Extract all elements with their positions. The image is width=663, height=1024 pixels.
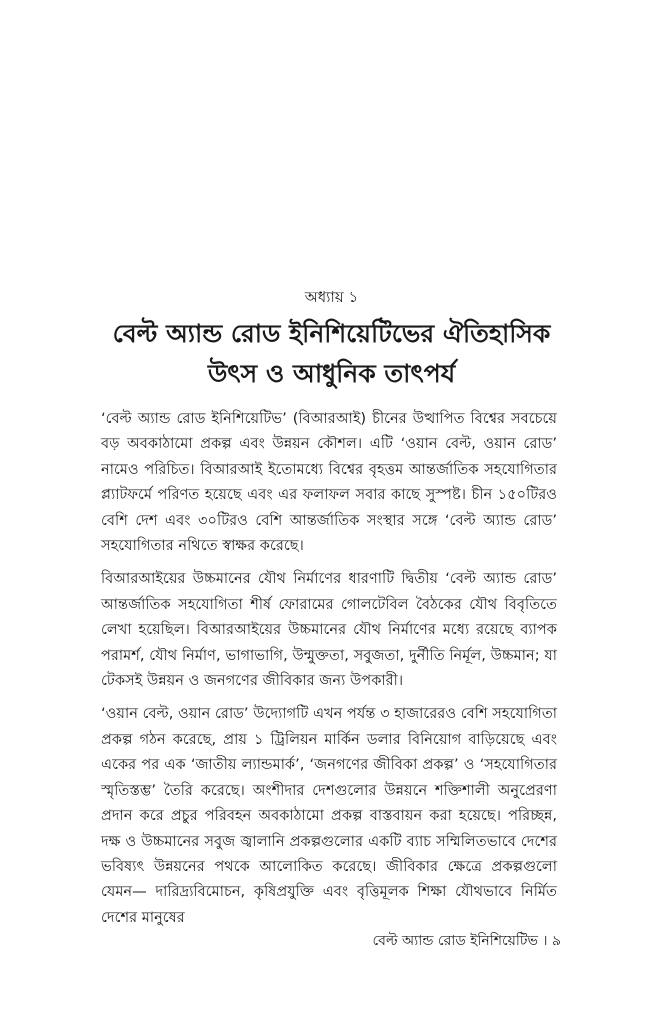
paragraph-2: বিআরআইয়ের উচ্চমানের যৌথ নির্মাণের ধারণাটি দ্বিতীয় ‘বেল্ট অ্যান্ড রোড’ আন্তর্জাতিক সহযোগিতা শীর্ষ ফোরামের গোলটেবিল বৈঠকের যৌথ বিবৃতিতে লেখা হয়েছিল। বিআরআইয়ের উচ্চমানের যৌথ নির্মাণের মধ্যে রয়েছে ব্যাপক পরামর্শ, যৌথ নির্মাণ, ভাগাভাগি, উন্মুক্ততা, সবুজতা, দুর্নীতি নির্মূল, উচ্চমান; যা টেকসই উন্নয়ন ও জনগণের জীবিকার জন্য উপকারী। bbox=[101, 570, 557, 690]
running-title: বেল্ট অ্যান্ড রোড ইনিশিয়েটিভ bbox=[372, 933, 538, 949]
paragraph-1: ‘বেল্ট অ্যান্ড রোড ইনিশিয়েটিভ’ (বিআরআই) চীনের উত্থাপিত বিশ্বের সবচেয়ে বড় অবকাঠামো প্রকল্প এবং উন্নয়ন কৌশল। এটি ‘ওয়ান বেল্ট, ওয়ান রোড’ নামেও পরিচিত। বিআরআই ইতোমধ্যে বিশ্বের বৃহত্তম আন্তর্জাতিক সহযোগিতার প্ল্যাটফর্মে পরিণত হয়েছে এবং এর ফলাফল সবার কাছে সুস্পষ্ট। চীন ১৫০টিরও বেশি দেশ এবং ৩০টিরও বেশি আন্তর্জাতিক সংস্থার সঙ্গে ‘বেল্ট অ্যান্ড রোড’ সহযোগিতার নথিতে স্বাক্ষর করেছে। bbox=[101, 410, 557, 555]
chapter-title bbox=[60, 314, 603, 394]
chapter-title-line-2: উৎস ও আধুনিক তাৎপর্য bbox=[207, 359, 456, 388]
chapter-label: অধ্যায় ১ bbox=[304, 288, 359, 306]
page-footer bbox=[373, 932, 562, 950]
footer-separator: । bbox=[542, 933, 548, 949]
page-number: ৯ bbox=[551, 933, 561, 949]
body-text bbox=[101, 406, 557, 938]
chapter-title-line-1: বেল্ট অ্যান্ড রোড ইনিশিয়েটিভের ঐতিহাসিক bbox=[112, 319, 551, 348]
paragraph-3: ‘ওয়ান বেল্ট, ওয়ান রোড’ উদ্যোগটি এখন পর্যন্ত ৩ হাজারেরও বেশি সহযোগিতা প্রকল্প গঠন করেছে, প্রায় ১ ট্রিলিয়ন মার্কিন ডলার বিনিয়োগ বাড়িয়েছে এবং একের পর এক ‘জাতীয় ল্যান্ডমার্ক’, ‘জনগণের জীবিকা প্রকল্প’ ও ‘সহযোগিতার স্মৃতিস্তম্ভ’ তৈরি করেছে। অংশীদার দেশগুলোর উন্নয়নে শক্তিশালী অনুপ্রেরণা প্রদান করে প্রচুর পরিবহন অবকাঠামো প্রকল্প বাস্তবায়ন করা হয়েছে। পরিচ্ছন্ন, দক্ষ ও উচ্চমানের সবুজ জ্বালানি প্রকল্পগুলোর একটি ব্যাচ সম্মিলিতভাবে দেশের ভবিষ্যৎ উন্নয়নের পথকে আলোকিত করেছে। জীবিকার ক্ষেত্রে প্রকল্পগুলো যেমন— দারিদ্র্যবিমোচন, কৃষিপ্রযুক্তি এবং বৃত্তিমূলক শিক্ষা যৌথভাবে নির্মিত দেশের মানুষের bbox=[101, 705, 557, 926]
